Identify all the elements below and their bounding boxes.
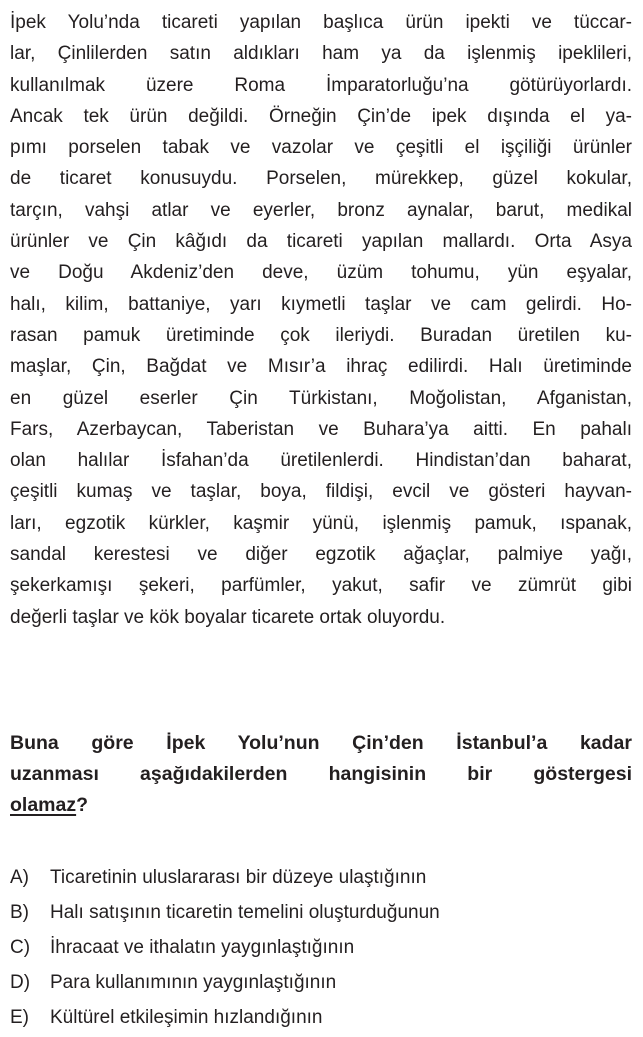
reading-passage (10, 7, 632, 633)
passage-line: çeşitli kumaş ve taşlar, boya, fildişi, evcil ve gösteri hayvan- (10, 481, 632, 503)
option-text: Para kullanımının yaygınlaştığının (50, 972, 337, 994)
option-text: Ticaretinin uluslararası bir düzeye ulaştığının (50, 866, 427, 888)
passage-line: pımı porselen tabak ve vazolar ve çeşitli el işçiliği ürünler (10, 137, 632, 159)
passage-line: Fars, Azerbaycan, Taberistan ve Buhara’ya aitti. En pahalı (10, 418, 632, 440)
option-text: İhracaat ve ithalatın yaygınlaştığının (50, 936, 355, 958)
option-text: Kültürel etkileşimin hızlandığının (50, 1007, 323, 1029)
option-e[interactable] (10, 1001, 632, 1036)
option-letter: C) (10, 936, 31, 958)
option-letter: B) (10, 901, 29, 923)
question-line: uzanması aşağıdakilerden hangisinin bir göstergesi (10, 763, 632, 785)
option-b[interactable] (10, 895, 632, 930)
passage-line: maşlar, Çin, Bağdat ve Mısır’a ihraç edilirdi. Halı üretiminde (10, 356, 632, 378)
passage-line: değerli taşlar ve kök boyalar ticarete ortak oluyordu. (10, 606, 446, 628)
option-letter: A) (10, 866, 29, 888)
passage-line: kullanılmak üzere Roma İmparatorluğu’na götürüyorlardı. (10, 74, 632, 96)
option-letter: E) (10, 1007, 29, 1029)
passage-line: İpek Yolu’nda ticareti yapılan başlıca ürün ipekti ve tüccar- (10, 12, 632, 33)
passage-line: ları, egzotik kürkler, kaşmir yünü, işlenmiş pamuk, ıspanak, (10, 512, 632, 534)
passage-line: sandal kerestesi ve diğer egzotik ağaçlar, palmiye yağı, (10, 544, 632, 566)
passage-line: tarçın, vahşi atlar ve eyerler, bronz aynalar, barut, medikal (10, 199, 632, 221)
passage-line: rasan pamuk üretiminde çok ileriydi. Buradan üretilen ku- (10, 324, 632, 346)
question-line (10, 790, 632, 821)
passage-line: en güzel eserler Çin Türkistanı, Moğolistan, Afganistan, (10, 387, 632, 409)
option-d[interactable] (10, 966, 632, 1001)
passage-line: halı, kilim, battaniye, yarı kıymetli taşlar ve cam gelirdi. Ho- (10, 293, 632, 315)
negation-emphasis: olamaz (10, 794, 77, 816)
question-stem (10, 728, 632, 821)
option-c[interactable] (10, 930, 632, 965)
passage-line: Ancak tek ürün değildi. Örneğin Çin’de ipek dışında el ya- (10, 105, 632, 127)
option-letter: D) (10, 972, 31, 994)
passage-line: ve Doğu Akdeniz’den deve, üzüm tohumu, yün eşyalar, (10, 262, 632, 284)
option-a[interactable] (10, 860, 632, 895)
passage-line: de ticaret konusuydu. Porselen, mürekkep, güzel kokular, (10, 168, 632, 190)
answer-options (10, 860, 632, 1036)
option-text: Halı satışının ticaretin temelini oluşturduğunun (50, 901, 440, 923)
question-mark: ? (76, 794, 89, 816)
question-line: Buna göre İpek Yolu’nun Çin’den İstanbul’a kadar (10, 732, 632, 754)
passage-line: lar, Çinlilerden satın aldıkları ham ya da işlenmiş ipeklileri, (10, 43, 632, 65)
passage-line: olan halılar İsfahan’da üretilenlerdi. Hindistan’dan baharat, (10, 450, 632, 472)
passage-line: şekerkamışı şekeri, parfümler, yakut, safir ve zümrüt gibi (10, 575, 632, 597)
passage-line: ürünler ve Çin kâğıdı da ticareti yapılan mallardı. Orta Asya (10, 231, 632, 253)
